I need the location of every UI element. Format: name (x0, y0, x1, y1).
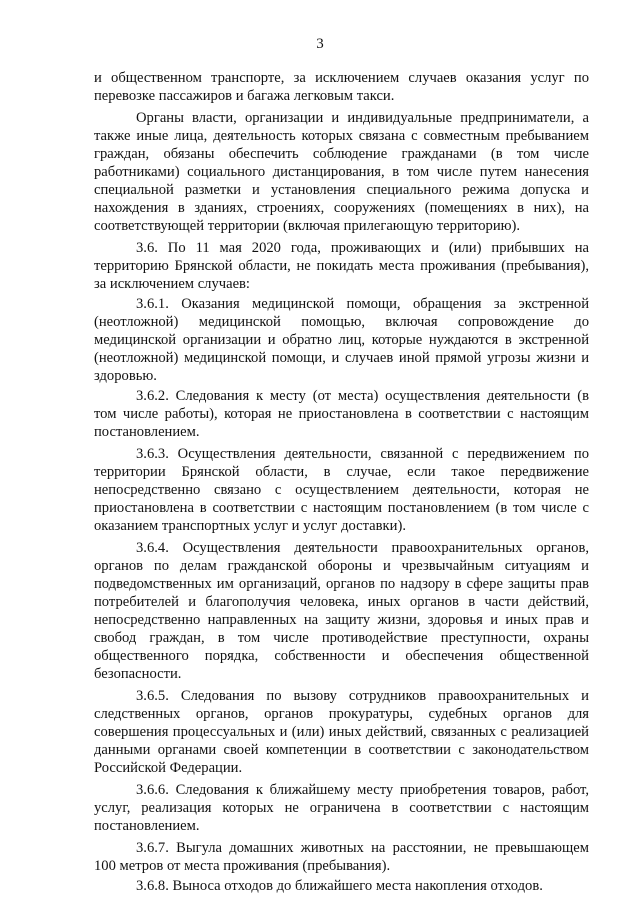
paragraph-3-6-7: 3.6.7. Выгула домашних животных на расстоянии, не превышающем 100 метров от места проживания (пребывания). (94, 840, 589, 874)
paragraph-3-6-1: 3.6.1. Оказания медицинской помощи, обращения за экстренной (неотложной) медицинской помощью, включая сопровождение до медицинской организации и обратно лиц, которые нуждаются в экстренной (неотложной) медицинской помощи, и случаев иной прямой угрозы жизни и здоровью. (94, 296, 589, 384)
paragraph-social-distancing: Органы власти, организации и индивидуальные предприниматели, а также иные лица, деятельность которых связана с совместным пребыванием граждан, обязаны обеспечить соблюдение гражданами (в том числе работниками) социального дистанцирования, в том числе путем нанесения специальной разметки и установления специального режима допуска и нахождения в зданиях, строениях, сооружениях (помещениях в них), на соответствующей территории (включая прилегающую территорию). (94, 110, 589, 234)
page-number: 3 (316, 36, 324, 52)
paragraph-3-6-4: 3.6.4. Осуществления деятельности правоохранительных органов, органов по делам гражданской обороны и чрезвычайным ситуациям и подведомственных им организаций, органов по надзору в сфере защиты прав потребителей и благополучия человека, иных органов в части действий, непосредственно направленных на защиту жизни, здоровья и иных прав и свобод граждан, в том числе противодействие преступности, охраны общественного порядка, собственности и обеспечения общественной безопасности. (94, 540, 589, 682)
paragraph-transport-continuation: и общественном транспорте, за исключением случаев оказания услуг по перевозке пассажиров и багажа легковым такси. (94, 70, 589, 104)
paragraph-3-6: 3.6. По 11 мая 2020 года, проживающих и (или) прибывших на территорию Брянской области, не покидать места проживания (пребывания), за исключением случаев: (94, 240, 589, 292)
paragraph-3-6-5: 3.6.5. Следования по вызову сотрудников правоохранительных и следственных органов, органов прокуратуры, судебных органов для совершения процессуальных и (или) иных действий, связанных с реализацией данными органами своей компетенции в соответствии с законодательством Российской Федерации. (94, 688, 589, 776)
paragraph-3-6-3: 3.6.3. Осуществления деятельности, связанной с передвижением по территории Брянской области, в случае, если такое передвижение непосредственно связано с осуществлением деятельности, которая не приостановлена в соответствии с настоящим постановлением (в том числе с оказанием транспортных услуг и услуг доставки). (94, 446, 589, 534)
paragraph-3-6-2: 3.6.2. Следования к месту (от места) осуществления деятельности (в том числе работы), которая не приостановлена в соответствии с настоящим постановлением. (94, 388, 589, 440)
paragraph-3-6-8: 3.6.8. Выноса отходов до ближайшего места накопления отходов. (136, 878, 543, 894)
document-body (94, 69, 589, 899)
paragraph-3-6-6: 3.6.6. Следования к ближайшему месту приобретения товаров, работ, услуг, реализация которых не ограничена в соответствии с настоящим постановлением. (94, 782, 589, 834)
